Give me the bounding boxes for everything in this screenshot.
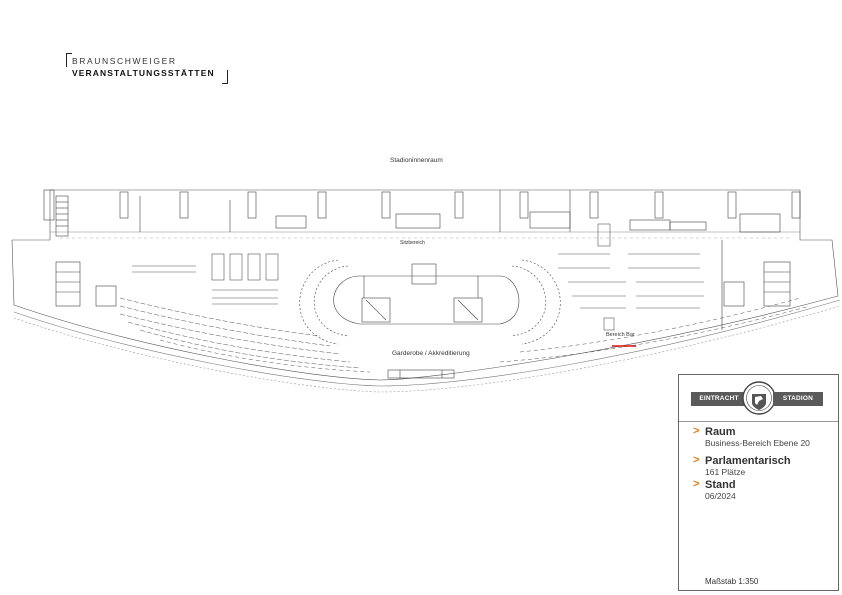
lion-crest-icon (741, 379, 777, 417)
setup-value: 161 Plätze (705, 467, 746, 477)
right-stairs (722, 240, 790, 330)
right-seating (558, 224, 704, 330)
label-seating-area: Sitzbereich (400, 240, 425, 246)
chevron-right-icon: > (693, 425, 700, 437)
label-cloakroom: Garderobe / Akkreditierung (392, 350, 470, 357)
left-stairs (56, 196, 116, 306)
stand-title: Stand (705, 479, 736, 491)
label-bar: Bereich Bar (606, 332, 635, 338)
left-seating (132, 254, 278, 304)
room-title: Raum (705, 426, 736, 438)
logo-line-1: BRAUNSCHWEIGER (72, 56, 177, 66)
brand-left-badge: EINTRACHT (691, 392, 747, 406)
chevron-right-icon: > (693, 454, 700, 466)
scale-label: Maßstab 1:350 (705, 577, 759, 586)
legend-box (678, 374, 839, 591)
label-stadium-interior: Stadioninnenraum (390, 157, 443, 164)
logo-line-2: VERANSTALTUNGSSTÄTTEN (72, 68, 215, 78)
setup-title: Parlamentarisch (705, 455, 791, 467)
parliamentary-rows-right (500, 298, 810, 362)
stand-value: 06/2024 (705, 491, 736, 501)
chevron-right-icon: > (693, 478, 700, 490)
brand-right-badge: STADION (773, 392, 823, 406)
top-rooms (44, 190, 800, 232)
room-value: Business-Bereich Ebene 20 (705, 438, 810, 448)
central-island (300, 260, 561, 344)
legend-header (679, 375, 838, 422)
entrance (388, 370, 454, 378)
parliamentary-rows-left (120, 298, 370, 372)
